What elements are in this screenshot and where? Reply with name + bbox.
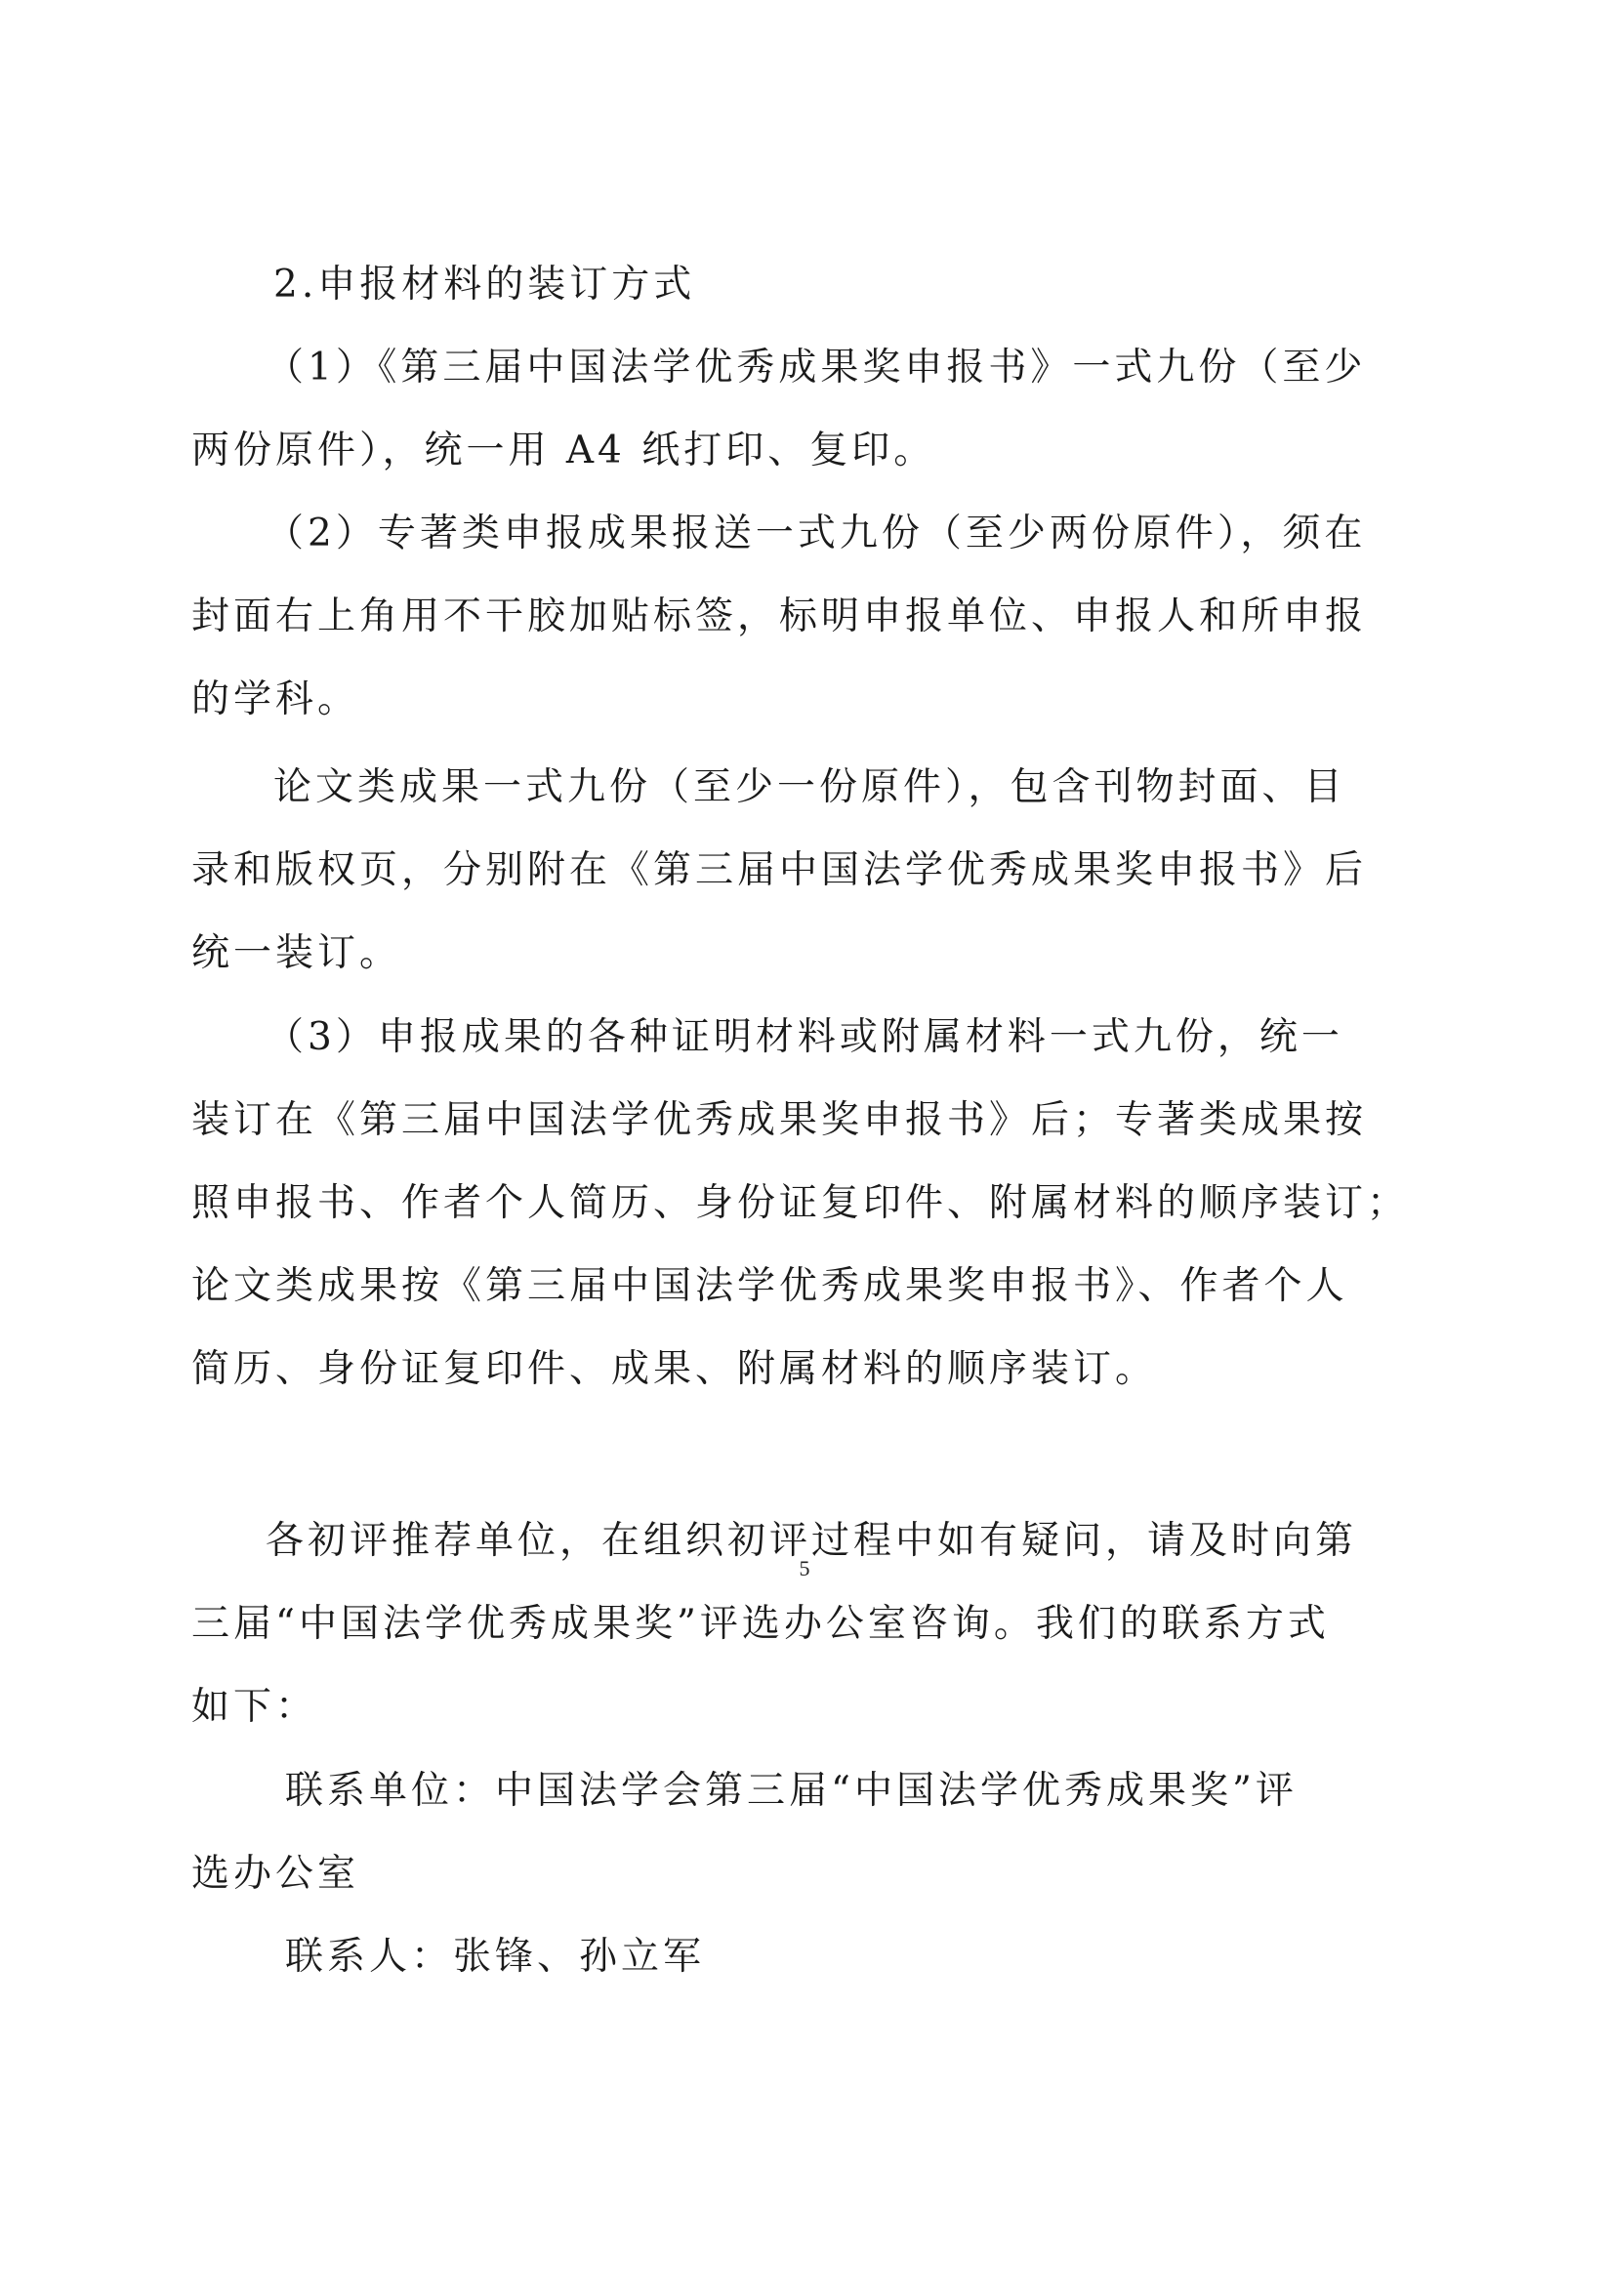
- paragraph-line: 录和版权页，分别附在《第三届中国法学优秀成果奖申报书》后: [191, 848, 1368, 892]
- paragraph-line: 简历、身份证复印件、成果、附属材料的顺序装订。: [191, 1347, 1158, 1391]
- paragraph-line: 照申报书、作者个人简历、身份证复印件、附属材料的顺序装订；: [191, 1181, 1410, 1225]
- contact-unit-continued: 选办公室: [191, 1852, 360, 1896]
- paragraph-line: 如下：: [191, 1685, 318, 1729]
- page-number: 5: [799, 1556, 810, 1580]
- paragraph-line: 的学科。: [191, 677, 360, 721]
- paragraph-line: 三届“中国法学优秀成果奖”评选办公室咨询。我们的联系方式: [191, 1602, 1330, 1646]
- section-heading: 2.申报材料的装订方式: [273, 263, 696, 307]
- paragraph-line: 封面右上角用不干胶加贴标签，标明申报单位、申报人和所申报: [191, 594, 1368, 638]
- contact-person: 联系人：张锋、孙立军: [285, 1935, 706, 1979]
- paragraph-line: 两份原件），统一用 A4 纸打印、复印。: [191, 429, 936, 472]
- paragraph-line: 论文类成果按《第三届中国法学优秀成果奖申报书》、作者个人: [191, 1264, 1348, 1308]
- contact-unit: 联系单位：中国法学会第三届“中国法学优秀成果奖”评: [285, 1769, 1298, 1813]
- paragraph-line: 论文类成果一式九份（至少一份原件），包含刊物封面、目: [273, 765, 1346, 809]
- paragraph-line: （3）申报成果的各种证明材料或附属材料一式九份，统一: [266, 1015, 1343, 1059]
- paragraph-line: 装订在《第三届中国法学优秀成果奖申报书》后；专著类成果按: [191, 1098, 1368, 1142]
- paragraph-line: （1）《第三届中国法学优秀成果奖申报书》一式九份（至少: [266, 346, 1367, 390]
- paragraph-line: 统一装订。: [191, 931, 402, 975]
- paragraph-line: （2）专著类申报成果报送一式九份（至少两份原件），须在: [266, 512, 1367, 555]
- paragraph-line: 各初评推荐单位，在组织初评过程中如有疑问，请及时向第: [266, 1519, 1358, 1563]
